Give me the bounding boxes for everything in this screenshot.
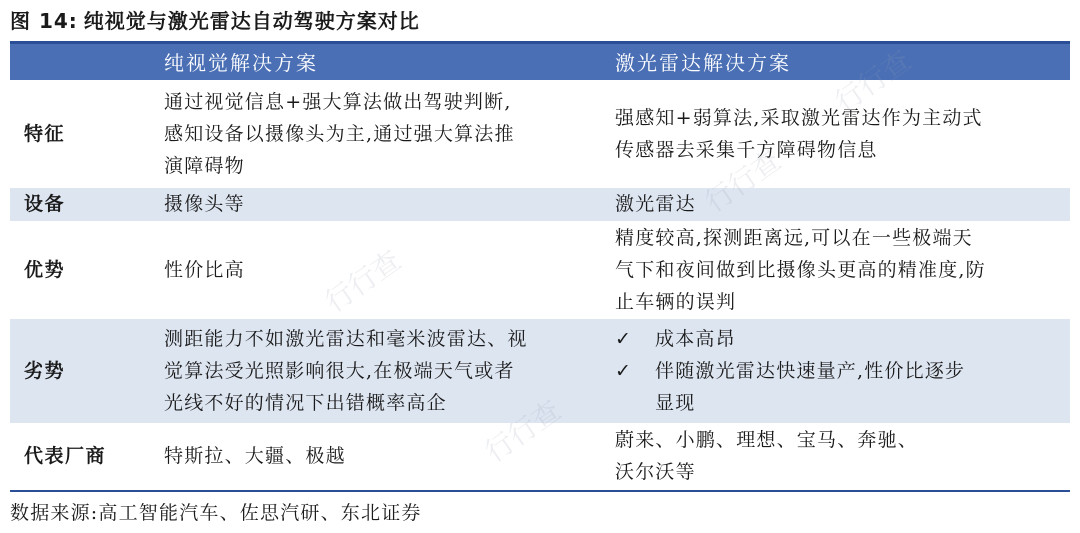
data-source-note: 数据来源:高工智能汽车、佐思汽研、东北证券 xyxy=(10,502,422,524)
text-line: 演障碍物 xyxy=(164,154,245,177)
text-line: 觉算法受光照影响很大,在极端天气或者 xyxy=(164,359,515,382)
text-line: 沃尔沃等 xyxy=(615,461,696,483)
cell-feature-lidar xyxy=(603,80,1070,188)
text-line: 传感器去采集千方障碍物信息 xyxy=(615,138,878,161)
text-line: 通过视觉信息+强大算法做出驾驶判断, xyxy=(164,90,512,113)
text-line: 精度较高,探测距离远,可以在一些极端天 xyxy=(615,226,973,249)
table-row-representative xyxy=(10,423,1070,491)
cell-feature-vision xyxy=(152,80,603,188)
text-line: 光线不好的情况下出错概率高企 xyxy=(164,391,447,414)
text-line: 感知设备以摄像头为主,通过强大算法推 xyxy=(164,122,515,145)
cell-advantage-lidar xyxy=(603,221,1070,319)
cell-disadvantage-vision xyxy=(152,319,603,423)
text-line: 强感知+弱算法,采取激光雷达作为主动式 xyxy=(615,106,983,129)
header-vision-solution: 纯视觉解决方案 xyxy=(152,43,603,80)
cell-disadvantage-lidar xyxy=(603,319,1070,423)
figure-label: 图 14: xyxy=(10,9,78,33)
header-lidar-solution: 激光雷达解决方案 xyxy=(603,43,1070,80)
row-label-advantage: 优势 xyxy=(24,258,66,281)
checkmark-icon: ✓ xyxy=(615,359,633,382)
row-label-representative: 代表厂商 xyxy=(10,423,152,491)
figure-title-text: 纯视觉与激光雷达自动驾驶方案对比 xyxy=(83,9,420,33)
watermark: 行行查 xyxy=(318,243,407,319)
header-corner xyxy=(10,43,152,80)
text-line: 气下和夜间做到比摄像头更高的精准度,防 xyxy=(615,258,986,281)
table-row-advantage xyxy=(10,221,1070,319)
text-line: 止车辆的误判 xyxy=(615,290,737,313)
text-line: 伴随激光雷达快速量产,性价比逐步 xyxy=(655,359,966,382)
cell-representative-lidar xyxy=(603,423,1070,491)
cell-representative-vision: 特斯拉、大疆、极越 xyxy=(152,423,603,491)
cell-device-vision: 摄像头等 xyxy=(164,193,245,215)
row-label-disadvantage: 劣势 xyxy=(24,359,66,382)
text-line: 成本高昂 xyxy=(655,327,736,350)
watermark: 行行查 xyxy=(478,393,567,469)
checkmark-icon: ✓ xyxy=(615,327,633,350)
row-label-feature: 特征 xyxy=(24,122,66,145)
table-header-row xyxy=(10,43,1070,80)
table-row-device xyxy=(10,188,1070,221)
text-line: 蔚来、小鹏、理想、宝马、奔驰、 xyxy=(615,429,919,451)
bullet-item xyxy=(615,355,1060,419)
bullet-item xyxy=(615,323,1060,355)
figure-title xyxy=(10,6,420,36)
table-row-disadvantage xyxy=(10,319,1070,423)
watermark: 行行查 xyxy=(698,143,787,219)
text-line: 显现 xyxy=(655,391,696,414)
text-line: 测距能力不如激光雷达和毫米波雷达、视 xyxy=(164,327,528,350)
cell-device-lidar: 激光雷达 xyxy=(615,193,696,215)
cell-advantage-vision: 性价比高 xyxy=(164,258,245,281)
comparison-table xyxy=(10,41,1070,492)
watermark: 行行查 xyxy=(828,43,917,119)
table-row-feature xyxy=(10,80,1070,188)
row-label-device: 设备 xyxy=(24,193,66,215)
